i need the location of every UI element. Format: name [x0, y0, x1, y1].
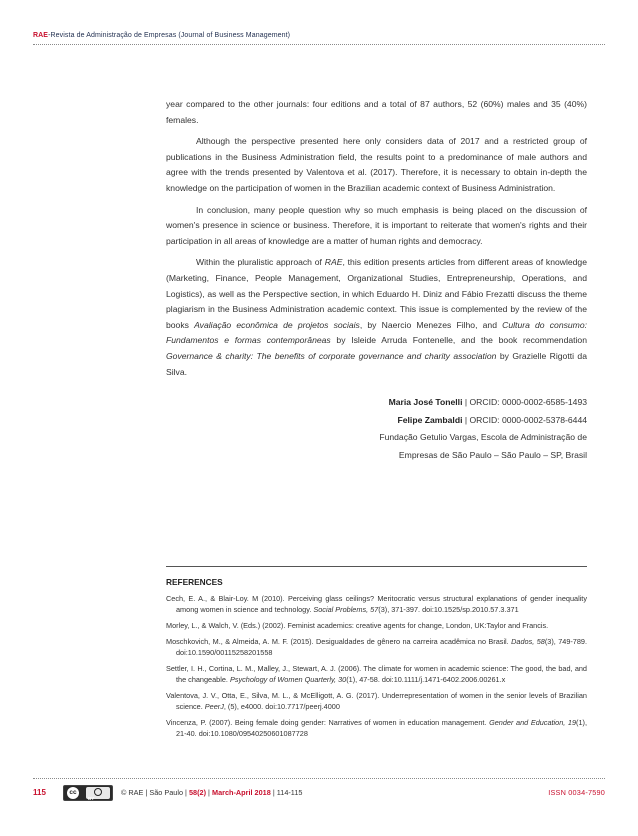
author-1: Maria José Tonelli | ORCID: 0000-0002-6585-1493 — [388, 397, 587, 407]
journal-short-name: RAE — [33, 32, 49, 39]
footer-divider — [33, 778, 605, 779]
person-icon — [94, 788, 102, 796]
journal-full-name: -Revista de Administração de Empresas (Journal of Business Management) — [48, 32, 291, 39]
affiliation-line-2: Empresas de São Paulo – São Paulo – SP, Brasil — [398, 449, 587, 460]
author-2: Felipe Zambaldi | ORCID: 0000-0002-5378-6444 — [397, 414, 587, 425]
reference-item: Settler, I. H., Cortina, L. M., Malley, J., Stewart, A. J. (2006). The climate for women in academic science: The good, the bad, and the changeable. Psychology of Women Quarterly, 30(1), 47-58. doi:10.1111/j.1471-6402.2006.00261.x — [166, 664, 587, 684]
references-list — [166, 593, 587, 744]
references-divider — [166, 566, 587, 567]
references-title: REFERENCES — [166, 577, 223, 587]
paragraph-4: Within the pluralistic approach of RAE, this edition presents articles from different areas of knowledge (Marketing, Finance, People Management, Organizational Studies, Entrepreneurship, Operations, and Logistics), as well as the Perspective section, in which Eduardo H. Diniz and Fábio Frezatti discuss the theme plagiarism in the Business Administration academic context. This issue is complemented by the review of the books Avaliação econômica de projetos sociais, by Naercio Menezes Filho, and Cultura do consumo: Fundamentos e formas contemporâneas by Isleide Arruda Fontenelle, and the book recommendation Governance & charity: The benefits of corporate governance and charity association by Grazielle Rigotti da Silva. — [166, 257, 588, 377]
reference-item: Valentova, J. V., Otta, E., Silva, M. L., & McElligott, A. G. (2017). Underrepresentation of women in the senior levels of Brazilian science. PeerJ, (5), e4000. doi:10.7717/peerj.4000 — [166, 691, 587, 711]
paragraph-3: In conclusion, many people question why so much emphasis is being placed on the discussion of women's presence in science or business. Therefore, it is important to reiterate that women's rights and their participation in all areas of knowledge are a matter of human rights and democracy. — [166, 204, 587, 246]
reference-item: Cech, E. A., & Blair-Loy. M (2010). Perceiving glass ceilings? Meritocratic versus structural explanations of gender inequality among women in science and technology. Social Problems, 57(3), 371-397. doi:10.1525/sp.2010.57.3.371 — [166, 594, 587, 614]
reference-item: Vincenza, P. (2007). Being female doing gender: Narratives of women in education management. Gender and Education, 19(1), 21-40. doi:10.1080/09540250601087728 — [166, 718, 587, 738]
cc-by-label: BY — [88, 796, 95, 801]
page-number: 115 — [33, 788, 46, 797]
footer-citation: © RAE | São Paulo | 58(2) | March-April 2018 | 114-115 — [121, 788, 303, 797]
header-divider — [33, 44, 605, 45]
article-body — [166, 97, 587, 386]
page-footer — [33, 785, 605, 801]
affiliation-line-1: Fundação Getulio Vargas, Escola de Administração de — [379, 432, 587, 442]
paragraph-1: year compared to the other journals: four editions and a total of 87 authors, 52 (60%) males and 35 (40%) females. — [166, 99, 587, 125]
author-signature — [379, 394, 587, 464]
creative-commons-badge[interactable] — [63, 785, 113, 801]
cc-icon: cc — [67, 787, 79, 799]
reference-item: Morley, L., & Walch, V. (Eds.) (2002). Feminist academics: creative agents for change, London, UK:Taylor and Francis. — [166, 621, 549, 630]
paragraph-2: Although the perspective presented here only considers data of 2017 and a restricted group of publications in the Business Administration field, the results point to a predominance of male authors and agree with the trends presented by Valentova et al. (2017). Therefore, it is necessary to obtain in-depth the knowledge on the participation of women in the Brazilian academic context of Business Administration. — [166, 136, 587, 193]
journal-header — [33, 32, 290, 39]
issn: ISSN 0034-7590 — [548, 788, 605, 797]
reference-item: Moschkovich, M., & Almeida, A. M. F. (2015). Desigualdades de gênero na carreira acadêmica no Brasil. Dados, 58(3), 749-789. doi:10.1590/00115258201558 — [166, 637, 588, 657]
